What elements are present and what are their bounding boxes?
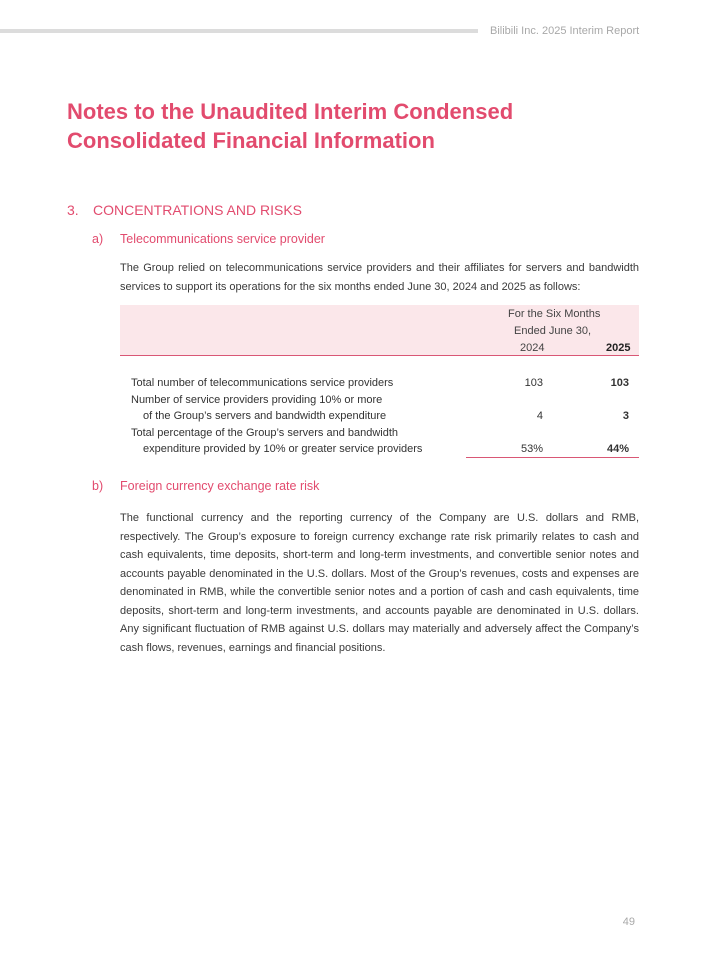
subsection-a-paragraph: The Group relied on telecommunications service providers and their affiliates for servers and bandwidth services to support its operations for the six months ended June 30, 2024 and 2025 as follows: xyxy=(120,262,639,293)
table-col-2025: 2025 xyxy=(606,342,631,354)
subsection-b-heading xyxy=(92,479,319,493)
running-header: Bilibili Inc. 2025 Interim Report xyxy=(490,25,640,37)
table-row-2-label-line-1: Number of service providers providing 10% or more xyxy=(131,394,383,406)
table-row-3-label-line-2: expenditure provided by 10% or greater service providers xyxy=(143,443,423,455)
table-row-1-2024: 103 xyxy=(524,377,543,389)
table-row-2-2025: 3 xyxy=(622,410,629,422)
header-rule xyxy=(0,29,478,33)
page-number: 49 xyxy=(622,916,635,928)
subsection-a-title: Telecommunications service provider xyxy=(120,232,325,246)
table-period-line-2: Ended June 30, xyxy=(514,325,592,337)
subsection-a-letter: a) xyxy=(92,232,104,246)
subsection-a-heading xyxy=(92,232,325,246)
page-title xyxy=(67,97,513,155)
table-col-2024: 2024 xyxy=(520,342,545,354)
section-number: 3. xyxy=(67,202,79,218)
table-row-1-label: Total number of telecommunications service providers xyxy=(131,377,394,389)
table-row-3-label-line-1: Total percentage of the Group’s servers and bandwidth xyxy=(131,427,399,439)
table-row-3-2025: 44% xyxy=(606,443,629,455)
table-row-2-label-line-2: of the Group’s servers and bandwidth expenditure xyxy=(143,410,387,422)
section-title: CONCENTRATIONS AND RISKS xyxy=(93,202,302,218)
subsection-b-paragraph: The functional currency and the reporting currency of the Company are U.S. dollars and RMB, respectively. The Group’s exposure to foreign currency exchange rate risk primarily relates to cash and cash equivalents, time deposits, short-term and long-term investments, and convertible senior notes and accounts payable denominated in the U.S. dollars. Most of the Group’s revenues, costs and expenses are denominated in RMB, while the convertible senior notes and a portion of cash and cash equivalents, time deposits, short-term and long-term investments, and accounts payable are denominated in U.S. dollars. Any significant fluctuation of RMB against U.S. dollars may materially and adversely affect the Company’s cash flows, revenues, earnings and financial positions. xyxy=(120,512,639,654)
table-period-line-1: For the Six Months xyxy=(508,308,601,320)
table-header-rule xyxy=(120,355,639,356)
subsection-b-title: Foreign currency exchange rate risk xyxy=(120,479,320,493)
page-title-line-2: Consolidated Financial Information xyxy=(67,128,435,153)
section-heading xyxy=(67,202,302,218)
page-title-line-1: Notes to the Unaudited Interim Condensed xyxy=(67,99,514,124)
table-row-3-2024: 53% xyxy=(520,443,543,455)
table-row-2-2024: 4 xyxy=(536,410,543,422)
table-bottom-rule xyxy=(466,457,639,458)
table-row-1-2025: 103 xyxy=(610,377,629,389)
subsection-b-letter: b) xyxy=(92,479,104,493)
